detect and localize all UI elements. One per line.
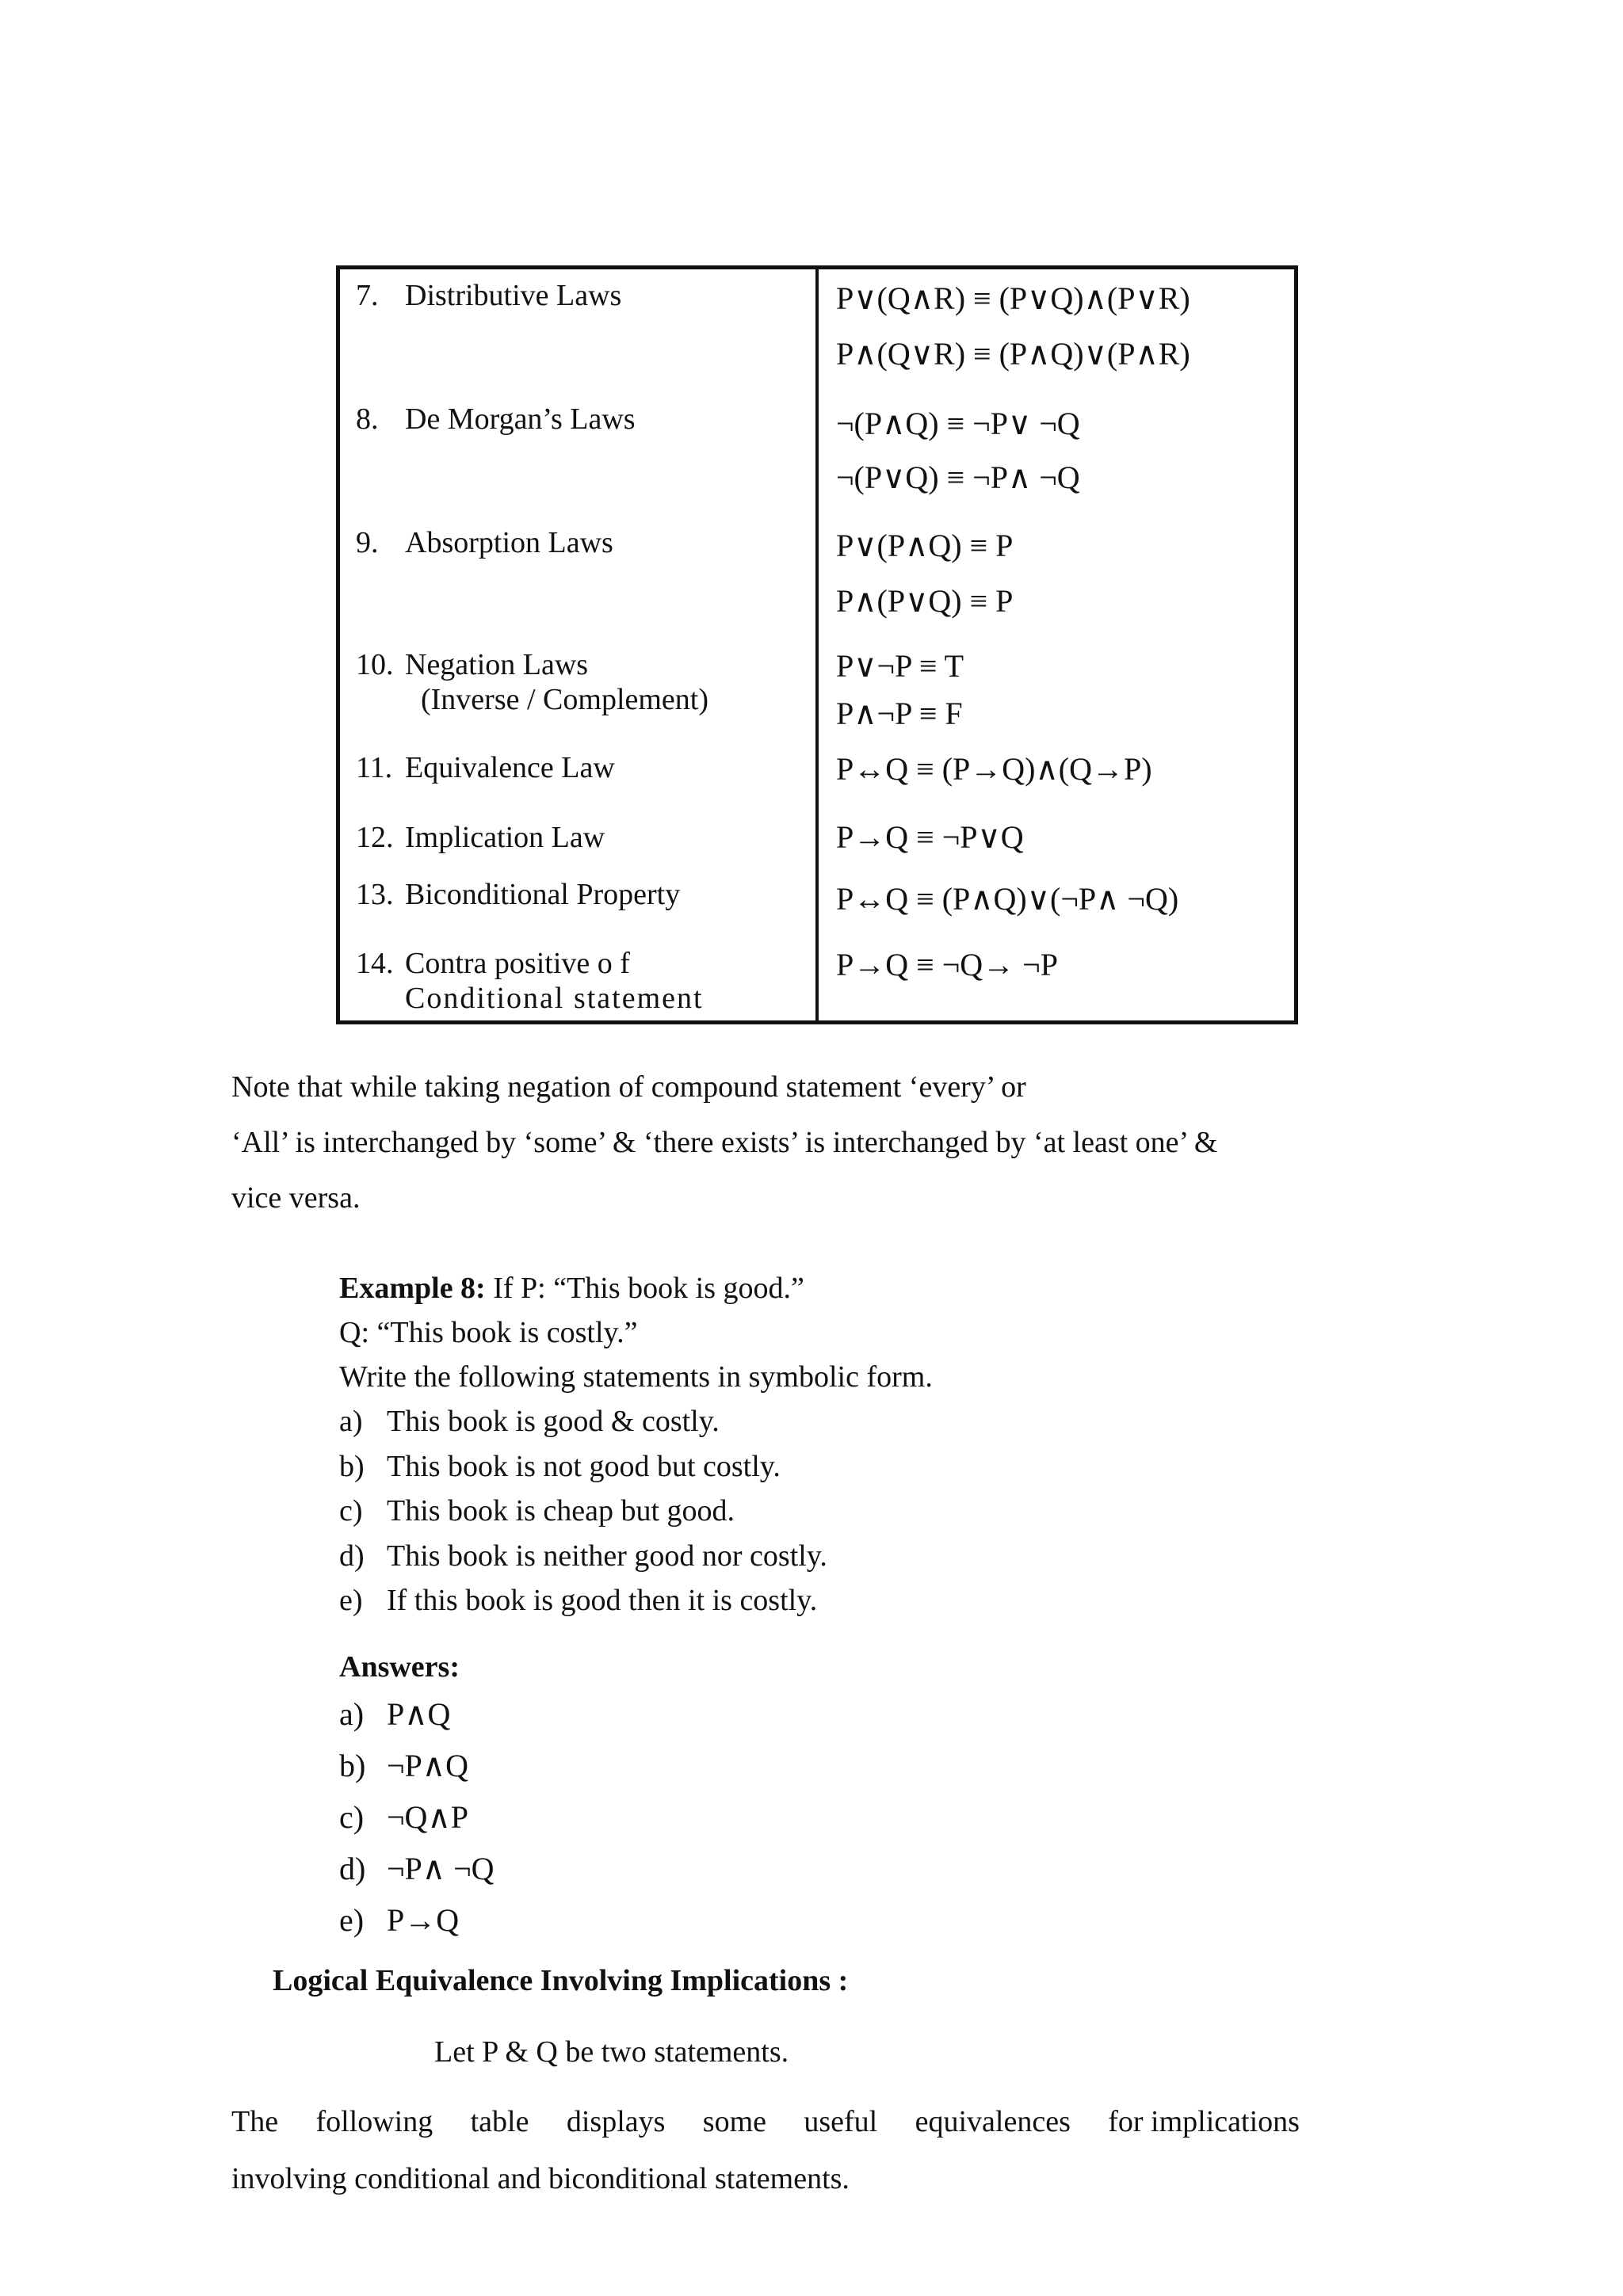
law-formula-absorption-1: P∨(P∧Q) ≡ P: [836, 528, 1014, 563]
law-formula-negation-2: P∧¬P ≡ F: [836, 696, 963, 731]
law-formula-absorption-2: P∧(P∨Q) ≡ P: [836, 583, 1014, 619]
answer-b: b) ¬P∧Q: [339, 1748, 468, 1783]
law-name-contrapositive-subtitle: Conditional statement: [405, 981, 704, 1015]
law-name-biconditional: 13. Biconditional Property: [356, 878, 681, 911]
law-name-implication: 12. Implication Law: [356, 821, 605, 854]
example-label: Example 8:: [339, 1272, 486, 1305]
law-formula-distributive-1: P∨(Q∧R) ≡ (P∨Q)∧(P∨R): [836, 280, 1190, 316]
example-instruction: Write the following statements in symbolic form.: [339, 1360, 933, 1394]
law-formula-equivalence: P↔Q ≡ (P→Q)∧(Q→P): [836, 751, 1152, 787]
answer-a: a) P∧Q: [339, 1696, 451, 1732]
section-heading: Logical Equivalence Involving Implications :: [273, 1964, 849, 1997]
example-item-d: d) This book is neither good nor costly.: [339, 1539, 827, 1573]
example-item-b: b) This book is not good but costly.: [339, 1450, 781, 1483]
law-name-absorption: 9. Absorption Laws: [356, 526, 613, 559]
example-q-definition: Q: “This book is costly.”: [339, 1316, 638, 1349]
law-formula-biconditional: P↔Q ≡ (P∧Q)∨(¬P∧ ¬Q): [836, 881, 1179, 917]
law-formula-negation-1: P∨¬P ≡ T: [836, 648, 964, 684]
law-formula-de-morgan-2: ¬(P∨Q) ≡ ¬P∧ ¬Q: [836, 460, 1080, 495]
law-name-distributive: 7. Distributive Laws: [356, 279, 622, 312]
section-paragraph-line-2: involving conditional and biconditional statements.: [231, 2162, 850, 2195]
example-item-c: c) This book is cheap but good.: [339, 1494, 735, 1527]
law-name-de-morgan: 8. De Morgan’s Laws: [356, 402, 636, 436]
section-paragraph-line-1: The following table displays some useful equivalences for implications: [231, 2105, 1300, 2138]
answer-c: c) ¬Q∧P: [339, 1799, 468, 1835]
note-line-3: vice versa.: [231, 1181, 361, 1215]
example-heading: Example 8: If P: “This book is good.”: [339, 1272, 804, 1305]
law-name-negation-subtitle: (Inverse / Complement): [421, 682, 709, 716]
table-column-divider: [815, 269, 819, 1020]
law-formula-distributive-2: P∧(Q∨R) ≡ (P∧Q)∨(P∧R): [836, 336, 1190, 372]
law-name-contrapositive: 14. Contra positive o f Conditional statement: [356, 947, 704, 1015]
note-line-1: Note that while taking negation of compound statement ‘every’ or: [231, 1070, 1026, 1104]
law-name-negation: 10. Negation Laws (Inverse / Complement): [356, 648, 709, 716]
law-formula-implication: P→Q ≡ ¬P∨Q: [836, 819, 1024, 855]
law-formula-contrapositive: P→Q ≡ ¬Q→ ¬P: [836, 947, 1058, 982]
answer-d: d) ¬P∧ ¬Q: [339, 1851, 495, 1886]
logic-laws-table: [336, 265, 1298, 1024]
note-line-2: ‘All’ is interchanged by ‘some’ & ‘there exists’ is interchanged by ‘at least one’ &: [231, 1126, 1218, 1159]
law-name-equivalence: 11. Equivalence Law: [356, 751, 615, 784]
example-item-a: a) This book is good & costly.: [339, 1405, 720, 1438]
example-item-e: e) If this book is good then it is costly.: [339, 1584, 818, 1617]
section-let-line: Let P & Q be two statements.: [434, 2035, 789, 2069]
answer-e: e) P→Q: [339, 1902, 460, 1938]
answers-heading: Answers:: [339, 1650, 460, 1684]
law-formula-de-morgan-1: ¬(P∧Q) ≡ ¬P∨ ¬Q: [836, 406, 1080, 441]
